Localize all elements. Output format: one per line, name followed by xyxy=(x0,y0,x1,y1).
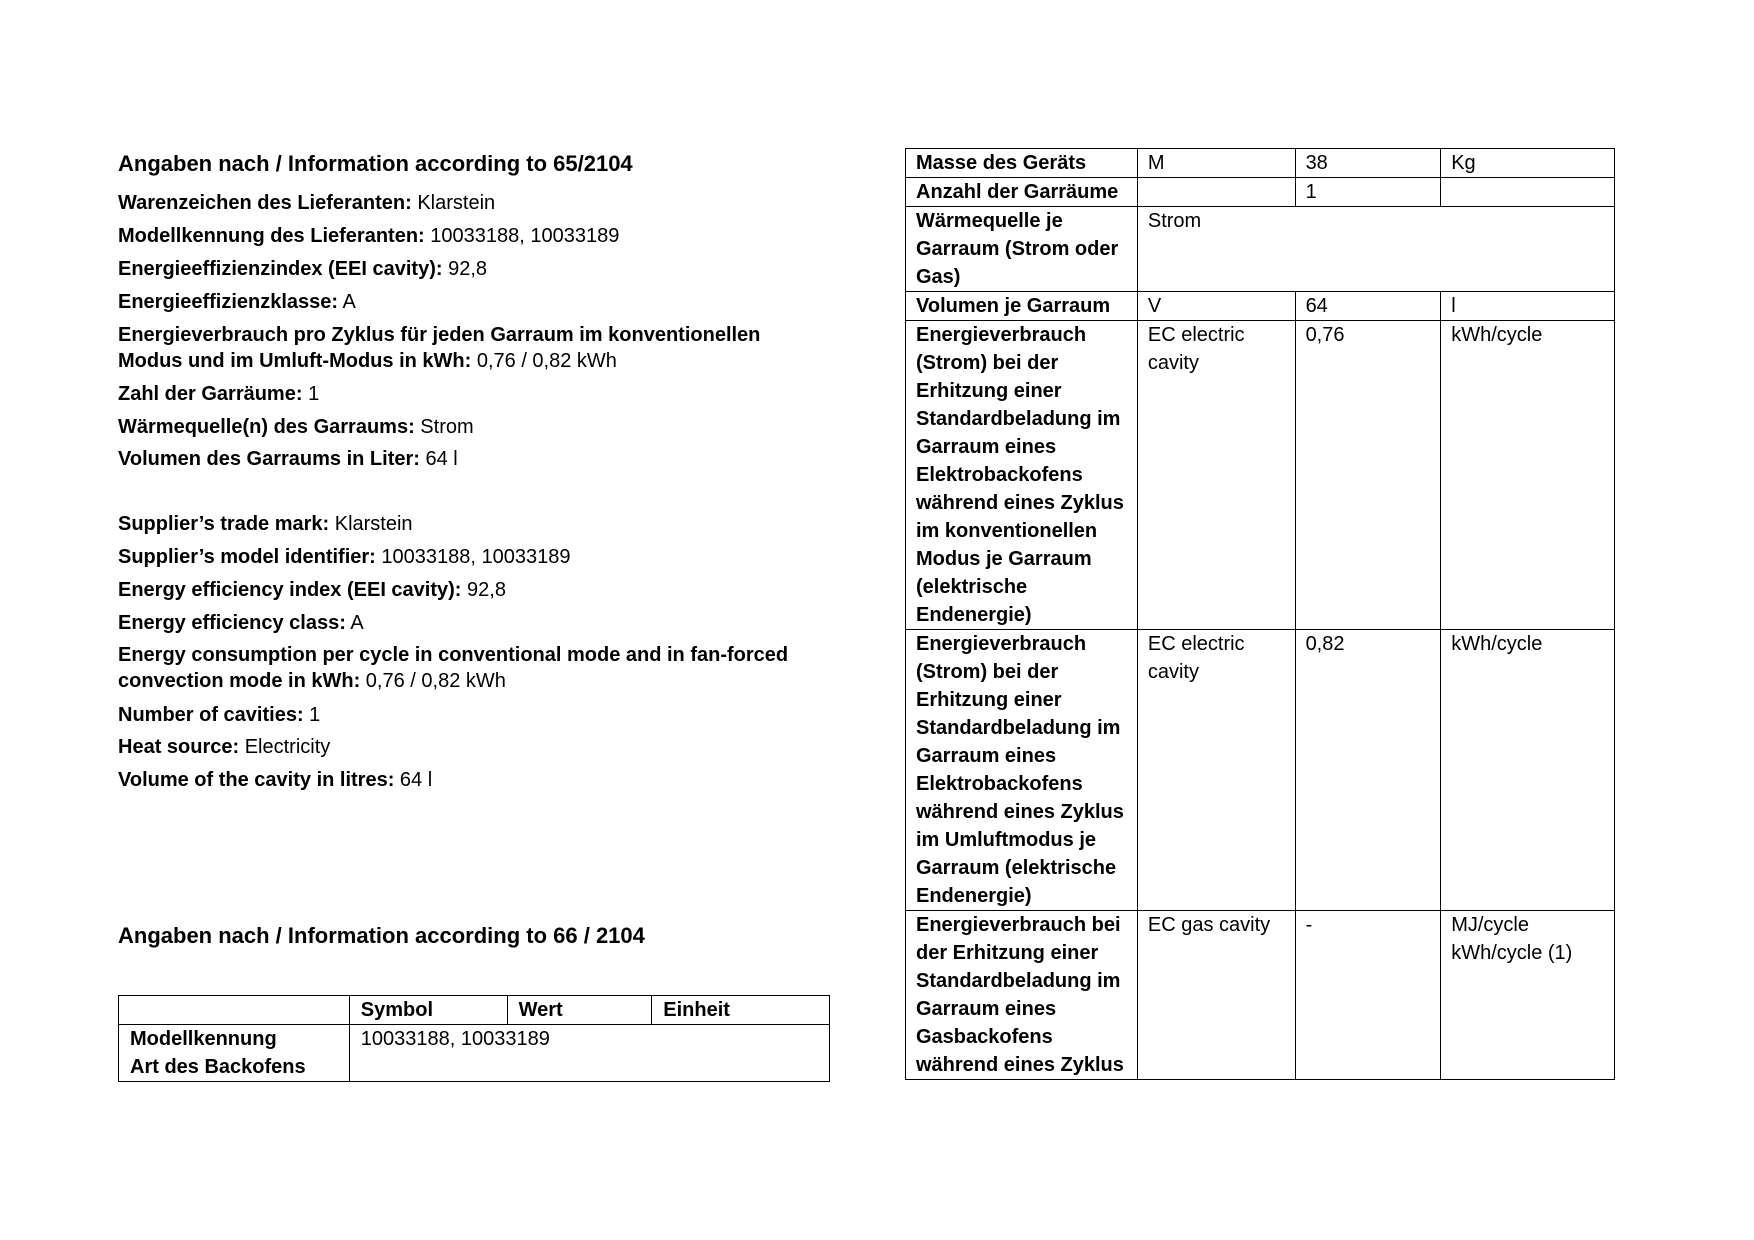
info-line: Supplier’s model identifier: 10033188, 10033189 xyxy=(118,546,571,568)
unit-cell: Kg xyxy=(1441,149,1615,178)
unit-cell: kWh/cycle xyxy=(1441,321,1615,630)
row-label: Anzahl der Garräume xyxy=(906,178,1138,207)
table-row xyxy=(906,178,1615,207)
heat-source-value: Strom xyxy=(1137,207,1614,292)
unit-cell: kWh/cycle xyxy=(1441,630,1615,911)
unit-cell xyxy=(1441,178,1615,207)
value-cell: 0,82 xyxy=(1295,630,1441,911)
info-line: Volume of the cavity in litres: 64 l xyxy=(118,769,433,791)
symbol-cell: EC electric cavity xyxy=(1137,630,1295,911)
table-row xyxy=(906,630,1615,911)
unit-cell: l xyxy=(1441,292,1615,321)
value-cell: 1 xyxy=(1295,178,1441,207)
section-heading-65: Angaben nach / Information according to 65/2104 xyxy=(118,151,633,176)
info-line: Volumen des Garraums in Liter: 64 l xyxy=(118,448,458,470)
info-line: Energieeffizienzklasse: A xyxy=(118,291,356,313)
table-header-cell xyxy=(119,996,350,1025)
value-cell: - xyxy=(1295,911,1441,1080)
symbol-cell: EC gas cavity xyxy=(1137,911,1295,1080)
info-line: convection mode in kWh: 0,76 / 0,82 kWh xyxy=(118,670,506,692)
info-line: Modus und im Umluft-Modus in kWh: 0,76 / 0,82 kWh xyxy=(118,350,617,372)
table-row xyxy=(906,911,1615,1080)
model-identifier-value: 10033188, 10033189 xyxy=(349,1025,829,1082)
info-line: Zahl der Garräume: 1 xyxy=(118,383,320,405)
section-heading-66: Angaben nach / Information according to 66 / 2104 xyxy=(118,923,645,948)
row-label: Modellkennung xyxy=(119,1025,350,1054)
info-line: Energieverbrauch pro Zyklus für jeden Garraum im konventionellen xyxy=(118,324,761,346)
info-line: Warenzeichen des Lieferanten: Klarstein xyxy=(118,192,496,214)
row-label: Energieverbrauch bei der Erhitzung einer Standardbeladung im Garraum eines Gasbackofens während eines Zyklus xyxy=(906,911,1138,1080)
row-label: Art des Backofens xyxy=(119,1053,350,1082)
row-label: Volumen je Garraum xyxy=(906,292,1138,321)
symbol-cell: V xyxy=(1137,292,1295,321)
info-line: Energy efficiency index (EEI cavity): 92,8 xyxy=(118,579,506,601)
symbol-cell: EC electric cavity xyxy=(1137,321,1295,630)
info-line: Number of cavities: 1 xyxy=(118,704,321,726)
symbol-cell: M xyxy=(1137,149,1295,178)
symbol-cell xyxy=(1137,178,1295,207)
table-row xyxy=(906,207,1615,292)
value-cell: 64 xyxy=(1295,292,1441,321)
table-row xyxy=(906,149,1615,178)
unit-cell: MJ/cycle kWh/cycle (1) xyxy=(1441,911,1615,1080)
table-header-row xyxy=(119,996,830,1025)
table-header-cell: Einheit xyxy=(652,996,830,1025)
info-line: Energieeffizienzindex (EEI cavity): 92,8 xyxy=(118,258,488,280)
info-line: Energy efficiency class: A xyxy=(118,612,364,634)
table-header-cell: Wert xyxy=(507,996,652,1025)
row-label: Energieverbrauch (Strom) bei der Erhitzung einer Standardbeladung im Garraum eines Elektrobackofens während eines Zyklus im konventionellen Modus je Garraum (elektrische Endenergie) xyxy=(906,321,1138,630)
value-cell: 0,76 xyxy=(1295,321,1441,630)
row-label: Energieverbrauch (Strom) bei der Erhitzung einer Standardbeladung im Garraum eines Elektrobackofens während eines Zyklus im Umluftmodus je Garraum (elektrische Endenergie) xyxy=(906,630,1138,911)
table-row xyxy=(906,292,1615,321)
info-line: Heat source: Electricity xyxy=(118,736,331,758)
table-row xyxy=(906,321,1615,630)
table-row xyxy=(119,1025,830,1054)
info-line: Energy consumption per cycle in conventional mode and in fan-forced xyxy=(118,644,789,666)
info-line: Modellkennung des Lieferanten: 10033188, 10033189 xyxy=(118,225,620,247)
table-header-cell: Symbol xyxy=(349,996,507,1025)
info-line: Wärmequelle(n) des Garraums: Strom xyxy=(118,416,474,438)
specs-table xyxy=(905,148,1615,1080)
row-label: Masse des Geräts xyxy=(906,149,1138,178)
info-line: Supplier’s trade mark: Klarstein xyxy=(118,513,413,535)
row-label: Wärmequelle je Garraum (Strom oder Gas) xyxy=(906,207,1138,292)
model-table xyxy=(118,995,830,1082)
value-cell: 38 xyxy=(1295,149,1441,178)
